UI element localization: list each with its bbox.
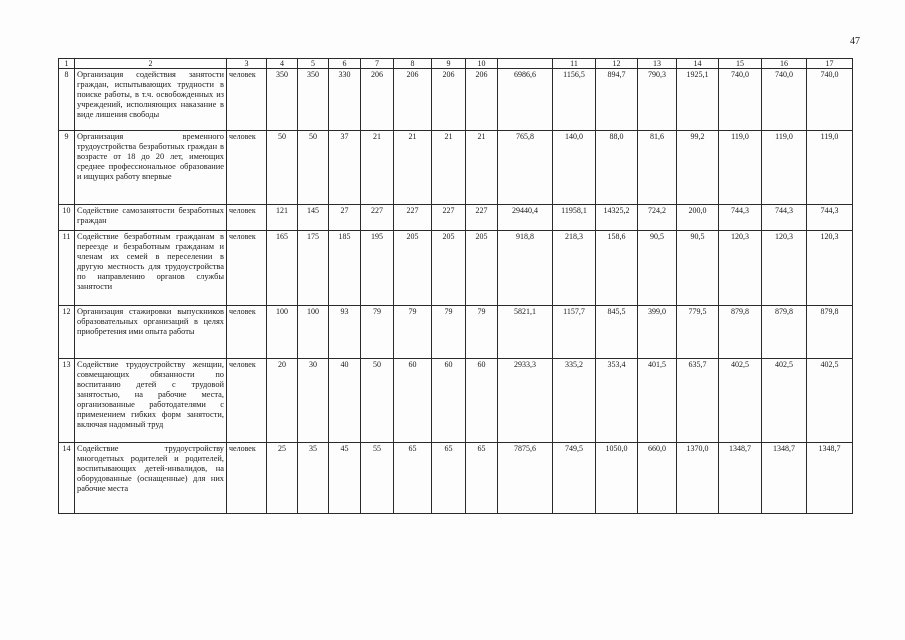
value-cell: 740,0 xyxy=(719,69,762,131)
value-cell: 206 xyxy=(361,69,394,131)
header-col-12: 12 xyxy=(596,59,638,69)
header-col-8: 8 xyxy=(394,59,432,69)
value-cell: 175 xyxy=(298,231,329,306)
header-col-15: 15 xyxy=(719,59,762,69)
value-cell: 350 xyxy=(298,69,329,131)
measure-name: Организация содействия занятости граждан, испытывающих трудности в поиске работы, в т.ч. освобожденных из учреждений, исполняющих наказание в виде лишения свободы xyxy=(75,69,227,131)
value-cell: 1157,7 xyxy=(553,306,596,359)
value-cell: 206 xyxy=(432,69,466,131)
total-cell: 7875,6 xyxy=(498,443,553,514)
row-number: 12 xyxy=(59,306,75,359)
value-cell: 45 xyxy=(329,443,361,514)
value-cell: 205 xyxy=(432,231,466,306)
value-cell: 27 xyxy=(329,205,361,231)
value-cell: 50 xyxy=(298,131,329,205)
value-cell: 120,3 xyxy=(762,231,807,306)
value-cell: 185 xyxy=(329,231,361,306)
header-col-6: 6 xyxy=(329,59,361,69)
table-row xyxy=(59,443,853,514)
value-cell: 402,5 xyxy=(719,359,762,443)
value-cell: 227 xyxy=(361,205,394,231)
value-cell: 21 xyxy=(361,131,394,205)
value-cell: 79 xyxy=(361,306,394,359)
value-cell: 205 xyxy=(466,231,498,306)
value-cell: 1370,0 xyxy=(677,443,719,514)
unit-cell: человек xyxy=(227,205,267,231)
value-cell: 121 xyxy=(267,205,298,231)
measure-name: Содействие самозанятости безработных граждан xyxy=(75,205,227,231)
value-cell: 749,5 xyxy=(553,443,596,514)
value-cell: 894,7 xyxy=(596,69,638,131)
value-cell: 401,5 xyxy=(638,359,677,443)
value-cell: 335,2 xyxy=(553,359,596,443)
measure-name: Организация временного трудоустройства безработных граждан в возрасте от 18 до 20 лет, имеющих среднее профессиональное образование и ищущих работу впервые xyxy=(75,131,227,205)
total-cell: 5821,1 xyxy=(498,306,553,359)
value-cell: 79 xyxy=(466,306,498,359)
row-number: 9 xyxy=(59,131,75,205)
measure-name: Содействие трудоустройству многодетных родителей и родителей, воспитывающих детей-инвалидов, на оборудованные (оснащенные) для них рабочие места xyxy=(75,443,227,514)
value-cell: 635,7 xyxy=(677,359,719,443)
value-cell: 740,0 xyxy=(762,69,807,131)
value-cell: 402,5 xyxy=(762,359,807,443)
value-cell: 724,2 xyxy=(638,205,677,231)
value-cell: 145 xyxy=(298,205,329,231)
row-number: 11 xyxy=(59,231,75,306)
value-cell: 879,8 xyxy=(719,306,762,359)
value-cell: 100 xyxy=(298,306,329,359)
value-cell: 90,5 xyxy=(677,231,719,306)
total-cell: 6986,6 xyxy=(498,69,553,131)
header-col-13: 13 xyxy=(638,59,677,69)
value-cell: 30 xyxy=(298,359,329,443)
header-col-3: 3 xyxy=(227,59,267,69)
header-col-5: 5 xyxy=(298,59,329,69)
value-cell: 205 xyxy=(394,231,432,306)
value-cell: 790,3 xyxy=(638,69,677,131)
value-cell: 65 xyxy=(432,443,466,514)
value-cell: 40 xyxy=(329,359,361,443)
value-cell: 1348,7 xyxy=(807,443,853,514)
value-cell: 779,5 xyxy=(677,306,719,359)
value-cell: 218,3 xyxy=(553,231,596,306)
value-cell: 21 xyxy=(432,131,466,205)
header-col-blank xyxy=(498,59,553,69)
unit-cell: человек xyxy=(227,231,267,306)
row-number: 14 xyxy=(59,443,75,514)
page-number: 47 xyxy=(850,36,860,47)
table-row xyxy=(59,231,853,306)
value-cell: 350 xyxy=(267,69,298,131)
value-cell: 399,0 xyxy=(638,306,677,359)
value-cell: 120,3 xyxy=(719,231,762,306)
value-cell: 35 xyxy=(298,443,329,514)
value-cell: 11958,1 xyxy=(553,205,596,231)
value-cell: 119,0 xyxy=(719,131,762,205)
unit-cell: человек xyxy=(227,306,267,359)
value-cell: 206 xyxy=(466,69,498,131)
measure-name: Организация стажировки выпускников образовательных организаций в целях приобретения ими опыта работы xyxy=(75,306,227,359)
value-cell: 740,0 xyxy=(807,69,853,131)
value-cell: 158,6 xyxy=(596,231,638,306)
value-cell: 1348,7 xyxy=(719,443,762,514)
value-cell: 744,3 xyxy=(762,205,807,231)
row-number: 13 xyxy=(59,359,75,443)
value-cell: 60 xyxy=(394,359,432,443)
header-col-14: 14 xyxy=(677,59,719,69)
value-cell: 120,3 xyxy=(807,231,853,306)
value-cell: 88,0 xyxy=(596,131,638,205)
value-cell: 1050,0 xyxy=(596,443,638,514)
value-cell: 330 xyxy=(329,69,361,131)
value-cell: 165 xyxy=(267,231,298,306)
value-cell: 93 xyxy=(329,306,361,359)
unit-cell: человек xyxy=(227,443,267,514)
header-col-2: 2 xyxy=(75,59,227,69)
value-cell: 227 xyxy=(432,205,466,231)
value-cell: 660,0 xyxy=(638,443,677,514)
total-cell: 2933,3 xyxy=(498,359,553,443)
value-cell: 353,4 xyxy=(596,359,638,443)
table-row xyxy=(59,69,853,131)
row-number: 8 xyxy=(59,69,75,131)
table-row xyxy=(59,306,853,359)
table-row xyxy=(59,359,853,443)
value-cell: 119,0 xyxy=(762,131,807,205)
value-cell: 60 xyxy=(432,359,466,443)
value-cell: 227 xyxy=(394,205,432,231)
value-cell: 879,8 xyxy=(762,306,807,359)
value-cell: 879,8 xyxy=(807,306,853,359)
total-cell: 918,8 xyxy=(498,231,553,306)
value-cell: 50 xyxy=(267,131,298,205)
value-cell: 206 xyxy=(394,69,432,131)
value-cell: 90,5 xyxy=(638,231,677,306)
value-cell: 744,3 xyxy=(719,205,762,231)
value-cell: 402,5 xyxy=(807,359,853,443)
header-row xyxy=(59,59,853,69)
value-cell: 845,5 xyxy=(596,306,638,359)
table-row xyxy=(59,205,853,231)
header-col-11: 11 xyxy=(553,59,596,69)
value-cell: 100 xyxy=(267,306,298,359)
value-cell: 119,0 xyxy=(807,131,853,205)
total-cell: 765,8 xyxy=(498,131,553,205)
value-cell: 1925,1 xyxy=(677,69,719,131)
value-cell: 195 xyxy=(361,231,394,306)
value-cell: 744,3 xyxy=(807,205,853,231)
row-number: 10 xyxy=(59,205,75,231)
value-cell: 65 xyxy=(394,443,432,514)
value-cell: 140,0 xyxy=(553,131,596,205)
value-cell: 14325,2 xyxy=(596,205,638,231)
value-cell: 25 xyxy=(267,443,298,514)
value-cell: 227 xyxy=(466,205,498,231)
value-cell: 21 xyxy=(466,131,498,205)
value-cell: 37 xyxy=(329,131,361,205)
table-row xyxy=(59,131,853,205)
value-cell: 1348,7 xyxy=(762,443,807,514)
value-cell: 50 xyxy=(361,359,394,443)
value-cell: 60 xyxy=(466,359,498,443)
value-cell: 79 xyxy=(432,306,466,359)
measure-name: Содействие безработным гражданам в переезде и безработным гражданам и членам их семей в переселении в другую местность для трудоустройства по направлению органов службы занятости xyxy=(75,231,227,306)
value-cell: 21 xyxy=(394,131,432,205)
value-cell: 200,0 xyxy=(677,205,719,231)
unit-cell: человек xyxy=(227,131,267,205)
unit-cell: человек xyxy=(227,69,267,131)
header-col-9: 9 xyxy=(432,59,466,69)
header-col-1: 1 xyxy=(59,59,75,69)
value-cell: 55 xyxy=(361,443,394,514)
header-col-4: 4 xyxy=(267,59,298,69)
value-cell: 20 xyxy=(267,359,298,443)
header-col-17: 17 xyxy=(807,59,853,69)
total-cell: 29440,4 xyxy=(498,205,553,231)
value-cell: 81,6 xyxy=(638,131,677,205)
program-table xyxy=(58,58,853,514)
value-cell: 65 xyxy=(466,443,498,514)
unit-cell: человек xyxy=(227,359,267,443)
value-cell: 1156,5 xyxy=(553,69,596,131)
value-cell: 99,2 xyxy=(677,131,719,205)
header-col-7: 7 xyxy=(361,59,394,69)
value-cell: 79 xyxy=(394,306,432,359)
header-col-10: 10 xyxy=(466,59,498,69)
measure-name: Содействие трудоустройству женщин, совмещающих обязанности по воспитанию детей с трудовой занятостью, на рабочие места, организованные работодателями с применением гибких форм занятости, включая надомный труд xyxy=(75,359,227,443)
header-col-16: 16 xyxy=(762,59,807,69)
